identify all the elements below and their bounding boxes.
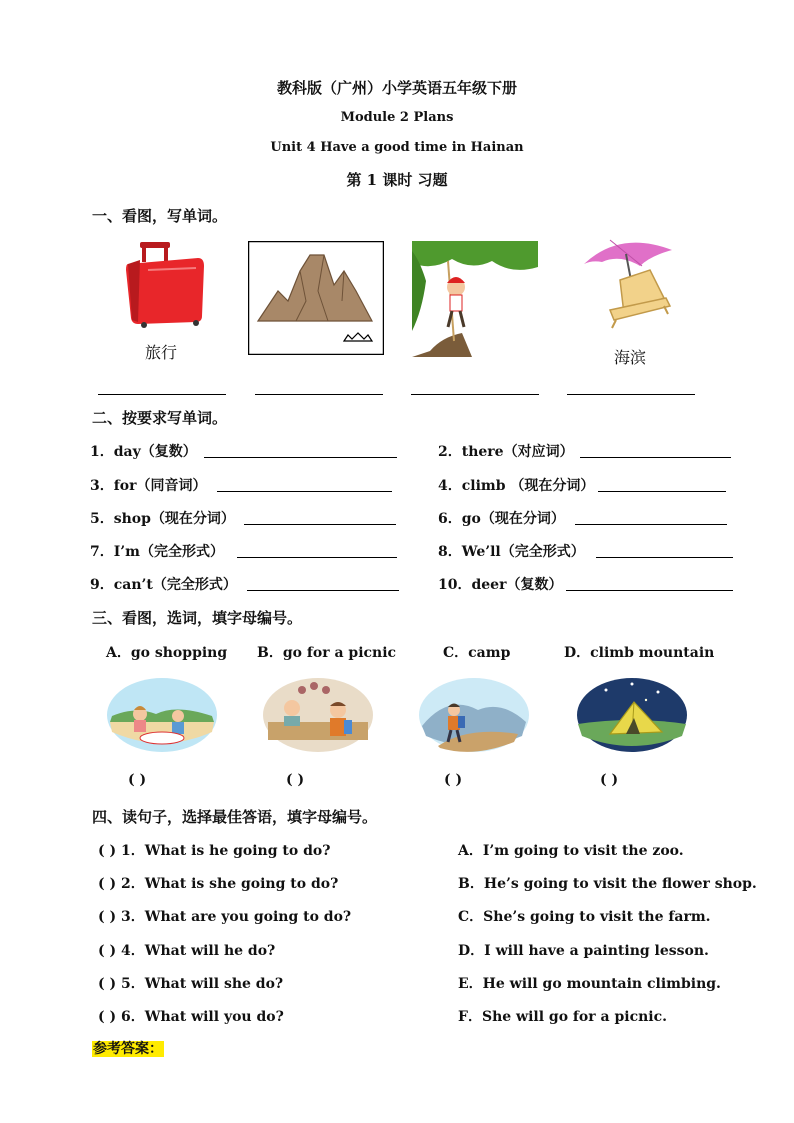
option-a: A．go shopping [106,645,228,661]
list-item: 1．day（复数） [90,444,197,460]
answer-blank[interactable] [411,394,539,395]
list-item: 8．We’ll（完全形式） [438,544,585,560]
answer-blank[interactable] [566,590,733,591]
unit-title: Unit 4 Have a good time in Hainan [270,140,524,155]
answer-option: E．He will go mountain climbing. [458,976,721,992]
list-item: 5．shop（现在分词） [90,511,235,527]
list-item: 6．go（现在分词） [438,511,565,527]
question-row: ( ) 2．What is she going to do? [98,876,339,892]
page-title: 教科版（广州）小学英语五年级下册 [276,79,517,97]
answer-blank[interactable] [98,394,226,395]
mountain-icon [248,241,384,355]
answer-blank[interactable] [247,590,399,591]
answer-option: A．I’m going to visit the zoo. [458,843,684,859]
answer-blank[interactable] [255,394,383,395]
answer-blank[interactable] [567,394,695,395]
answer-blank[interactable] [596,557,733,558]
answer-paren[interactable]: ( ) [98,943,117,959]
answer-paren[interactable]: ( ) [98,843,117,859]
answer-paren-2[interactable]: ( ) [286,772,305,788]
hiking-scene-icon [418,676,530,754]
answer-blank[interactable] [237,557,397,558]
tent-scene-icon [576,676,688,754]
question-row: ( ) 5．What will she do? [98,976,284,992]
answer-option: D．I will have a painting lesson. [458,943,709,959]
list-item: 2．there（对应词） [438,444,574,460]
answer-paren-4[interactable]: ( ) [600,772,619,788]
answer-option: C．She’s going to visit the farm. [458,909,711,925]
module-title: Module 2 Plans [340,110,454,125]
answer-blank[interactable] [598,491,726,492]
lesson-title: 第 1 课时 习题 [346,171,448,189]
option-d: D．climb mountain [564,645,715,661]
answer-blank[interactable] [217,491,392,492]
answer-blank[interactable] [575,524,727,525]
answer-paren[interactable]: ( ) [98,909,117,925]
climbing-boy-icon [412,241,538,357]
section1-heading: 一、看图，写单词。 [92,207,228,225]
answer-paren-3[interactable]: ( ) [444,772,463,788]
answer-option: F．She will go for a picnic. [458,1009,667,1025]
list-item: 7．I’m（完全形式） [90,544,224,560]
list-item: 9．can’t（完全形式） [90,577,237,593]
section3-heading: 三、看图，选词，填字母编号。 [92,609,303,627]
answer-paren[interactable]: ( ) [98,876,117,892]
suitcase-icon [118,240,210,328]
section2-heading: 二、按要求写单词。 [92,409,228,427]
question-row: ( ) 3．What are you going to do? [98,909,352,925]
picnic-scene-icon [106,676,218,754]
answer-blank[interactable] [244,524,396,525]
option-b: B．go for a picnic [257,645,397,661]
question-row: ( ) 1．What is he going to do? [98,843,331,859]
question-row: ( ) 6．What will you do? [98,1009,284,1025]
question-row: ( ) 4．What will he do? [98,943,276,959]
section4-heading: 四、读句子，选择最佳答语，填字母编号。 [92,808,378,826]
picture-caption-seaside: 海滨 [614,348,647,367]
answer-blank[interactable] [204,457,397,458]
list-item: 3．for（同音词） [90,478,207,494]
answer-paren-1[interactable]: ( ) [128,772,147,788]
list-item: 10．deer（复数） [438,577,563,593]
answer-blank[interactable] [580,457,731,458]
picture-caption-travel: 旅行 [145,343,178,362]
list-item: 4．climb （现在分词） [438,478,595,494]
answer-paren[interactable]: ( ) [98,1009,117,1025]
answer-key-label: 参考答案： [93,1041,163,1057]
answer-option: B．He’s going to visit the flower shop. [458,876,757,892]
option-c: C．camp [443,645,511,661]
beach-chair-icon [580,236,680,332]
answer-paren[interactable]: ( ) [98,976,117,992]
shopping-scene-icon [262,676,374,754]
